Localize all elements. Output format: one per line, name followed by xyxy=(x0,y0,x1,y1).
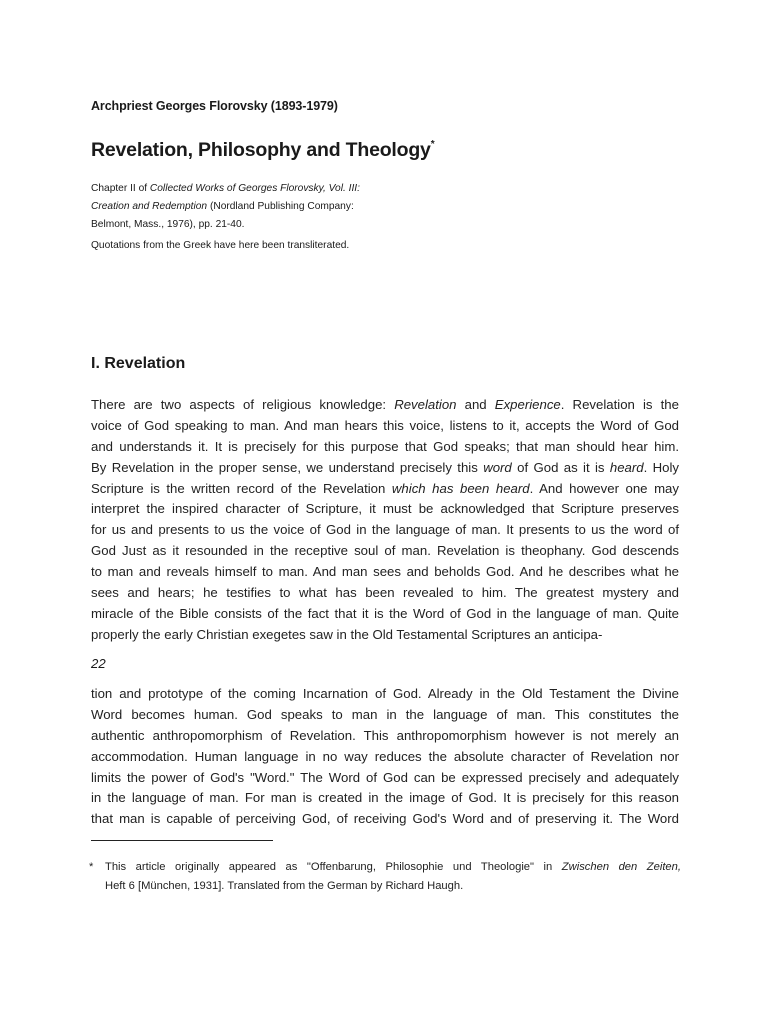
paragraph-2 xyxy=(91,684,679,830)
source-line-1 xyxy=(91,180,411,198)
footnote-divider xyxy=(91,840,273,841)
paragraph-line: sees and hears; he testifies to what has been revealed to him. The greatest mystery and xyxy=(91,585,679,601)
paragraph-line xyxy=(91,458,679,479)
source-book-title: Collected Works of Georges Florovsky, Vol. III: xyxy=(149,183,360,194)
source-volume-title: Creation and Redemption xyxy=(91,201,208,212)
emphasis-heard: heard xyxy=(609,459,644,475)
text-run: There are two aspects of religious knowledge: xyxy=(91,397,395,412)
section-heading: I. Revelation xyxy=(91,355,186,372)
emphasis-word: word xyxy=(483,459,512,475)
title-text: Revelation, Philosophy and Theology xyxy=(91,139,431,161)
paragraph-line: interpret the inspired character of Scripture, it must be acknowledged that Scripture preserves xyxy=(91,501,679,517)
text-run: This article originally appeared as "Offenbarung, Philosophie und Theologie" in xyxy=(105,861,562,873)
paragraph-line: to man and reveals himself to man. And man sees and beholds God. And he describes what he xyxy=(91,564,679,580)
footnote-line xyxy=(105,858,681,877)
paragraph-line xyxy=(91,395,679,416)
transliteration-note: Quotations from the Greek have here been transliterated. xyxy=(91,240,350,251)
source-line-2 xyxy=(91,198,411,216)
paragraph-line: God Just as it resounded in the receptive soul of man. Revelation is theophany. God descends xyxy=(91,543,679,559)
source-citation xyxy=(91,180,411,234)
text-run: and xyxy=(456,397,495,412)
paragraph-line: voice of God speaking to man. And man hears this voice, listens to it, accepts the Word of God xyxy=(91,417,679,433)
text-run: . Holy xyxy=(643,459,679,475)
paragraph-line: properly the early Christian exegetes saw in the Old Testamental Scriptures an anticipa- xyxy=(91,626,603,642)
source-publisher: (Nordland Publishing Company: xyxy=(207,201,354,212)
emphasis-revelation: Revelation xyxy=(394,397,457,412)
title-footnote-mark: * xyxy=(430,138,435,150)
text-run: . Revelation is the xyxy=(560,397,679,412)
author-line: Archpriest Georges Florovsky (1893-1979) xyxy=(91,99,338,113)
text-run: of God as it is xyxy=(511,459,610,475)
emphasis-experience: Experience xyxy=(494,397,561,412)
page-number: 22 xyxy=(91,656,106,671)
footnote-line: Heft 6 [München, 1931]. Translated from the German by Richard Haugh. xyxy=(105,880,464,892)
source-line-3: Belmont, Mass., 1976), pp. 21-40. xyxy=(91,219,245,230)
paragraph-line: limits the power of God's "Word." The Word of God can be expressed precisely and adequately xyxy=(91,769,679,785)
page-title xyxy=(91,139,434,162)
paragraph-line: that man is capable of perceiving God, of receiving God's Word and of preserving it. The Word xyxy=(91,811,679,827)
footnote-mark: * xyxy=(89,861,94,873)
paragraph-line: accommodation. Human language in no way reduces the absolute character of Revelation nor xyxy=(91,748,679,764)
source-text: Chapter II of xyxy=(91,183,150,194)
paragraph-line: tion and prototype of the coming Incarnation of God. Already in the Old Testament the Divine xyxy=(91,686,679,701)
text-run: Scripture is the written record of the Revelation xyxy=(91,480,392,496)
emphasis-which-has-been-heard: which has been heard xyxy=(391,480,530,496)
paragraph-line xyxy=(91,479,679,500)
paragraph-1 xyxy=(91,395,679,646)
journal-title: Zwischen den Zeiten, xyxy=(561,861,681,873)
paragraph-line: authentic anthropomorphism of Revelation. This anthropomorphism however is not merely an xyxy=(91,727,679,743)
text-run: . And however one may xyxy=(529,480,679,496)
paragraph-line: Word becomes human. God speaks to man in the language of man. This constitutes the xyxy=(91,706,679,722)
paragraph-line: in the language of man. For man is created in the image of God. It is precisely for this reason xyxy=(91,790,679,806)
paragraph-line: for us and presents to us the voice of God in the language of man. It presents to us the word of xyxy=(91,522,679,538)
text-run: By Revelation in the proper sense, we understand precisely this xyxy=(91,459,484,475)
paragraph-line: miracle of the Bible consists of the fact that it is the Word of God in the language of man. Quite xyxy=(91,605,679,621)
footnote-text xyxy=(105,858,681,896)
paragraph-line: and understands it. It is precisely for this purpose that God speaks; that man should hear him. xyxy=(91,438,679,454)
